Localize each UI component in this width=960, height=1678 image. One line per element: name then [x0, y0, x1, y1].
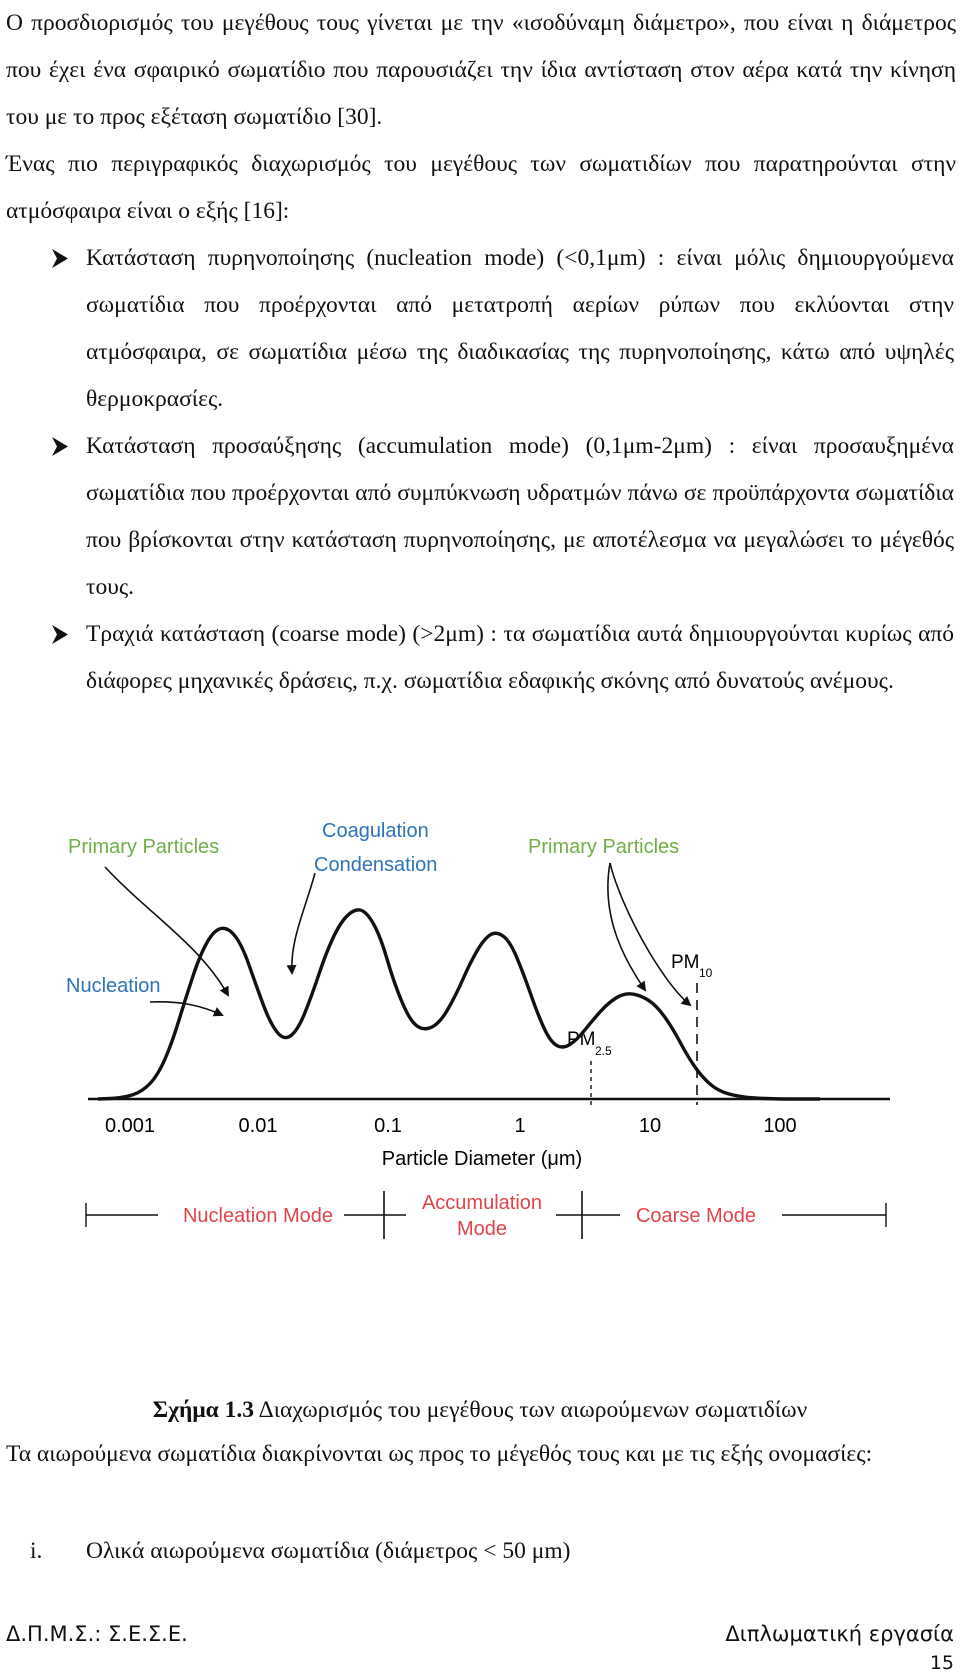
paragraph-naming: Τα αιωρούμενα σωματίδια διακρίνονται ως προς το μέγεθός τους και με τις εξής ονομασίες: — [6, 1441, 873, 1467]
arrow-bullet-icon — [48, 423, 72, 470]
pm10-label-main: PM — [671, 952, 700, 973]
pm10-label-sub: 10 — [699, 966, 713, 980]
figure-caption-label: Σχήμα 1.3 — [152, 1397, 255, 1423]
figure-caption-text: Διαχωρισμός του μεγέθους των αιωρούμενων σωματιδίων — [254, 1397, 808, 1423]
x-tick-label: 0.1 — [374, 1115, 402, 1137]
numbered-list-item — [30, 1531, 930, 1571]
page-number: 15 — [929, 1652, 954, 1674]
mode-bar — [86, 1191, 886, 1241]
list-item — [0, 423, 954, 611]
arrow-primary-right-2 — [610, 863, 690, 1005]
arrow-nucleation — [150, 1002, 222, 1015]
footer-institution: Δ.Π.Μ.Σ.: Σ.Ε.Σ.Ε. — [6, 1622, 188, 1646]
size-mode-list — [0, 235, 960, 705]
x-tick-label: 1 — [514, 1115, 526, 1137]
x-tick-label: 100 — [763, 1115, 797, 1137]
label-coagulation: Coagulation — [322, 820, 429, 842]
arrow-primary-right — [608, 863, 645, 990]
accumulation-mode-label-line2: Mode — [456, 1218, 508, 1240]
label-nucleation: Nucleation — [66, 975, 161, 997]
list-item-text: Ολικά αιωρούμενα σωματίδια (διάμετρος < 50 μm) — [86, 1538, 571, 1564]
pm25-label-main: PM — [567, 1029, 596, 1050]
label-condensation: Condensation — [314, 854, 438, 876]
accumulation-mode-label-line1: Accumulation — [421, 1192, 543, 1214]
distribution-curve — [98, 910, 820, 1099]
x-tick-label: 10 — [638, 1115, 662, 1137]
particle-size-distribution-figure — [0, 805, 960, 1365]
nucleation-mode-label: Nucleation Mode — [182, 1205, 334, 1227]
coarse-mode-label: Coarse Mode — [635, 1205, 757, 1227]
label-primary-particles-right: Primary Particles — [528, 836, 680, 858]
x-tick-label: 0.001 — [104, 1115, 156, 1137]
arrow-coagulation — [292, 873, 315, 973]
bullet-text-accumulation: Κατάσταση προσαύξησης (accumulation mode) (0,1μm-2μm) : είναι προσαυξημένα σωματίδια που προέρχονται από συμπύκνωση υδρατμών πάνω σε προϋπάρχοντα σωματίδια που βρίσκονται στην κατάσταση πυρηνοποίησης, με αποτέλεσμα να μεγαλώσει το μέγεθός τους. — [86, 433, 954, 600]
pm10-label — [671, 952, 713, 980]
paragraph-size-classification: Ένας πιο περιγραφικός διαχωρισμός του μεγέθους των σωματιδίων που παρατηρούνται στην ατμόσφαιρα είναι ο εξής [16]: — [6, 151, 956, 224]
pm25-label-sub: 2.5 — [595, 1044, 612, 1058]
x-axis-title: Particle Diameter (μm) — [381, 1148, 583, 1170]
x-tick-label: 0.01 — [238, 1115, 278, 1137]
label-primary-particles-left: Primary Particles — [68, 836, 220, 858]
figure-caption — [0, 1390, 960, 1430]
arrow-bullet-icon — [48, 235, 72, 282]
paragraph-equivalent-diameter: Ο προσδιορισμός του μεγέθους τους γίνεται με την «ισοδύναμη διάμετρο», που είναι η διάμετρος που έχει ένα σφαιρικό σωματίδιο που παρουσιάζει την ίδια αντίσταση στον αέρα κατά την κίνηση του με το προς εξέταση σωματίδιο [30]. — [6, 10, 956, 130]
arrow-bullet-icon — [48, 611, 72, 658]
list-item — [0, 611, 954, 705]
list-item — [0, 235, 954, 423]
x-axis-ticks — [105, 1115, 797, 1137]
list-numeral: i. — [30, 1538, 43, 1564]
footer-document-type: Διπλωματική εργασία — [725, 1622, 954, 1646]
bullet-text-coarse: Τραχιά κατάσταση (coarse mode) (>2μm) : τα σωματίδια αυτά δημιουργούνται κυρίως από διάφορες μηχανικές δράσεις, π.χ. σωματίδια εδαφικής σκόνης από δυνατούς ανέμους. — [86, 621, 954, 694]
bullet-text-nucleation: Κατάσταση πυρηνοποίησης (nucleation mode) (<0,1μm) : είναι μόλις δημιουργούμενα σωματίδια που προέρχονται από μετατροπή αερίων ρύπων που εκλύονται στην ατμόσφαιρα, σε σωματίδια μέσω της διαδικασίας της πυρηνοποίησης, κάτω από υψηλές θερμοκρασίες. — [86, 245, 954, 412]
